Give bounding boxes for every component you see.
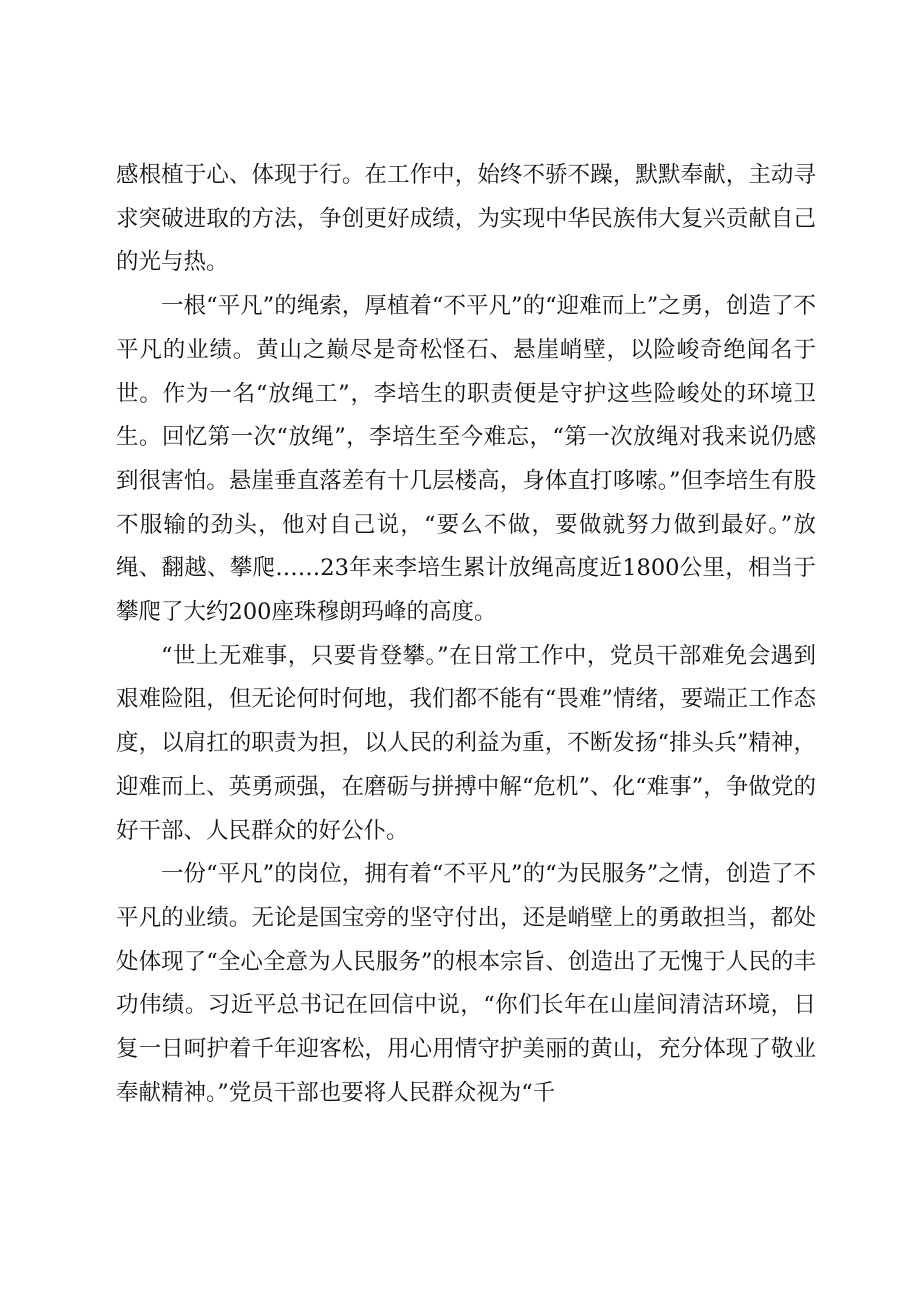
paragraph-rope: 一根“平凡”的绳索，厚植着“不平凡”的“迎难而上”之勇，创造了不平凡的业绩。黄山之巅尽是奇松怪石、悬崖峭壁，以险峻奇绝闻名于世。作为一名“放绳工”，李培生的职责便是守护这些险峻处的环境卫生。回忆第一次“放绳”，李培生至今难忘，“第一次放绳对我来说仍感到很害怕。悬崖垂直落差有十几层楼高，身体直打哆嗦。”但李培生有股不服输的劲头，他对自己说，“要么不做，要做就努力做到最好。”放绳、翻越、攀爬……23年来李培生累计放绳高度近1800公里，相当于攀爬了大约200座珠穆朗玛峰的高度。 xyxy=(116,293,816,626)
paragraph-service: 一份“平凡”的岗位，拥有着“不平凡”的“为民服务”之情，创造了不平凡的业绩。无论是国宝旁的坚守付出，还是峭壁上的勇敢担当，都处处体现了“全心全意为人民服务”的根本宗旨、创造出了无愧于人民的丰功伟绩。习近平总书记在回信中说，“你们长年在山崖间清洁环境，日复一日呵护着千年迎客松，用心用情守护美丽的黄山，充分体现了敬业奉献精神。”党员干部也要将人民群众视为“千 xyxy=(116,861,816,1106)
document-body xyxy=(116,154,816,1115)
paragraph-continuation: 感根植于心、体现于行。在工作中，始终不骄不躁，默默奉献，主动寻求突破进取的方法，争创更好成绩，为实现中华民族伟大复兴贡献自己的光与热。 xyxy=(116,162,816,276)
paragraph-no-difficulty: “世上无难事，只要肯登攀。”在日常工作中，党员干部难免会遇到艰难险阻，但无论何时何地，我们都不能有“畏难”情绪，要端正工作态度，以肩扛的职责为担，以人民的利益为重，不断发扬“排头兵”精神，迎难而上、英勇顽强，在磨砺与拼搏中解“危机”、化“难事”，争做党的好干部、人民群众的好公仆。 xyxy=(116,642,816,844)
